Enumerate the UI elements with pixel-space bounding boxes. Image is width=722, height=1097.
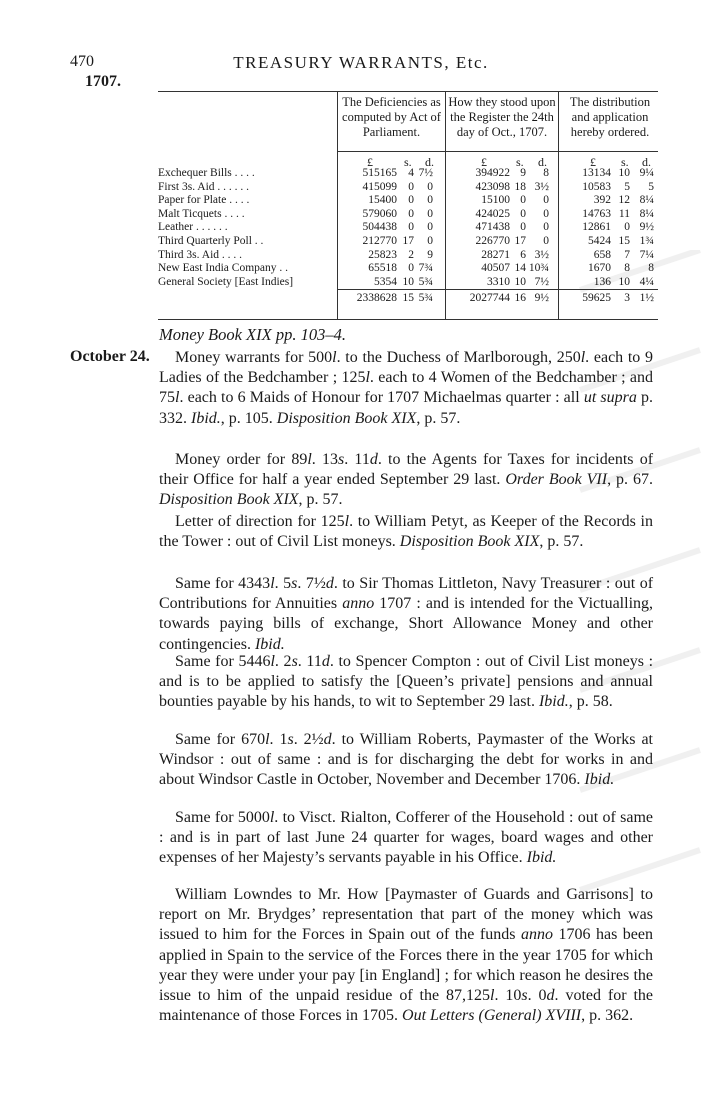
pence-cell: 5¾ bbox=[418, 292, 433, 304]
shillings-cell: 0 bbox=[408, 221, 414, 234]
row-label: General Society [East Indies] bbox=[158, 275, 294, 288]
pounds-cell: 40507 bbox=[481, 262, 510, 275]
pence-cell: 1½ bbox=[639, 292, 654, 304]
shillings-cell: 17 bbox=[514, 235, 526, 247]
pence-cell: 8¼ bbox=[639, 194, 654, 207]
pence-cell: 0 bbox=[543, 194, 549, 207]
pounds-cell: 14763 bbox=[582, 207, 611, 220]
pounds-cell: 424025 bbox=[475, 207, 510, 220]
pence-cell: 7½ bbox=[418, 167, 433, 179]
row-label: Exchequer Bills . . . . bbox=[158, 167, 255, 179]
pounds-cell: 579060 bbox=[362, 207, 397, 220]
shillings-cell: 18 bbox=[514, 180, 526, 193]
pence-cell: 9 bbox=[427, 248, 433, 261]
pounds-cell: 3310 bbox=[487, 275, 510, 288]
pounds-cell: 12861 bbox=[582, 221, 611, 234]
shillings-cell: 10 bbox=[402, 275, 414, 288]
shillings-cell: 11 bbox=[618, 207, 630, 220]
shillings-cell: 4 bbox=[408, 167, 414, 179]
pounds-cell: 25823 bbox=[368, 248, 397, 261]
pounds-cell: 13134 bbox=[582, 167, 611, 179]
pence-cell: 0 bbox=[427, 180, 433, 193]
entry-paragraph: Money warrants for 500l. to the Duchess of Marlborough, 250l. each to 9 Ladies of the Bedchamber ; 125l. each to 4 Women of the Bedchamber ; and 75l. each to 6 Maids of Honour for 1707 Michaelmas quarter : all ut supra p. 332. Ibid., p. 105. Disposition Book XIX, p. 57. bbox=[159, 349, 653, 427]
pence-cell: 10¾ bbox=[528, 262, 549, 275]
shillings-cell: 10 bbox=[514, 275, 526, 288]
running-year: 1707. bbox=[85, 73, 121, 90]
pounds-cell: 136 bbox=[593, 275, 611, 288]
shillings-cell: 10 bbox=[618, 167, 630, 179]
shillings-cell: 10 bbox=[618, 275, 630, 288]
shillings-cell: 7 bbox=[624, 248, 630, 261]
shillings-cell: 0 bbox=[408, 194, 414, 207]
table-bottom-rule bbox=[158, 319, 658, 320]
unit-shillings: s. bbox=[404, 155, 412, 169]
column-heading-distribution: The distribution and application hereby ordered. bbox=[569, 95, 651, 139]
shillings-cell: 14 bbox=[514, 262, 526, 275]
entry-paragraph: William Lowndes to Mr. How [Paymaster of Guards and Garrisons] to report on Mr. Brydges’ representation that part of the money which was issued to him for the Forces in Spain out of the funds anno 1706 has been applied in Spain to the service of the Forces there in the year 1705 for which year they were under your pay [in England] ; for which reason he desires the issue to him of the unpaid residue of the 87,125l. 10s. 0d. voted for the maintenance of those Forces in 1705. Out Letters (General) XVIII, p. 362. bbox=[159, 886, 654, 1025]
entry-paragraph: Same for 5446l. 2s. 11d. to Spencer Compton : out of Civil List moneys : and is to be applied to satisfy the [Queen’s private] pensions and annual bounties payable by his hands, to wit to September 29 last. Ibid., p. 58. bbox=[159, 653, 654, 711]
column-heading-register: How they stood upon the Register the 24th day of Oct., 1707. bbox=[448, 95, 556, 139]
pence-cell: 1¾ bbox=[639, 235, 654, 247]
pounds-cell: 59625 bbox=[582, 292, 611, 304]
pence-cell: 5 bbox=[648, 180, 654, 193]
pence-cell: 3½ bbox=[534, 248, 549, 261]
shillings-cell: 0 bbox=[520, 194, 526, 207]
pence-cell: 5¾ bbox=[418, 275, 433, 288]
unit-pence: d. bbox=[425, 155, 434, 169]
table-caption: Money Book XIX pp. 103–4. bbox=[159, 325, 346, 344]
shillings-cell: 3 bbox=[624, 292, 630, 304]
pounds-cell: 394922 bbox=[475, 167, 510, 179]
pounds-cell: 65518 bbox=[368, 262, 397, 275]
pence-cell: 0 bbox=[427, 194, 433, 207]
unit-pence: d. bbox=[538, 155, 547, 169]
entry-paragraph: Money order for 89l. 13s. 11d. to the Agents for Taxes for incidents of their Office for half a year ended September 29 last. Order Book VII, p. 67. Disposition Book XIX, p. 57. bbox=[159, 451, 654, 509]
pounds-cell: 2338628 bbox=[356, 292, 397, 304]
table-sum-rule bbox=[337, 289, 658, 290]
unit-pounds: £ bbox=[481, 155, 487, 169]
table-head-rule bbox=[337, 151, 658, 152]
pounds-cell: 15100 bbox=[481, 194, 510, 207]
pence-cell: 0 bbox=[543, 221, 549, 234]
shillings-cell: 15 bbox=[618, 235, 630, 247]
shillings-cell: 0 bbox=[520, 207, 526, 220]
pounds-cell: 504438 bbox=[362, 221, 397, 234]
pounds-cell: 28271 bbox=[481, 248, 510, 261]
row-label: Malt Ticquets . . . . bbox=[158, 207, 245, 220]
pence-cell: 3½ bbox=[534, 180, 549, 193]
pence-cell: 7¼ bbox=[639, 248, 654, 261]
pence-cell: 0 bbox=[427, 207, 433, 220]
shillings-cell: 12 bbox=[618, 194, 630, 207]
entry-paragraph: Same for 5000l. to Visct. Rialton, Cofferer of the Household : out of same : and is in part of last June 24 quarter for wages, board wages and other expenses of her Majesty’s servants payable in his Office. Ibid. bbox=[159, 809, 653, 867]
shillings-cell: 9 bbox=[520, 167, 526, 179]
pounds-cell: 212770 bbox=[362, 235, 397, 247]
pence-cell: 7½ bbox=[534, 275, 549, 288]
pounds-cell: 5354 bbox=[374, 275, 397, 288]
shillings-cell: 5 bbox=[624, 180, 630, 193]
shillings-cell: 0 bbox=[520, 221, 526, 234]
pence-cell: 8 bbox=[648, 262, 654, 275]
entry-paragraph: Same for 670l. 1s. 2½d. to William Roberts, Paymaster of the Works at Windsor : out of same : and is for discharging the debt for works in and about Windsor Castle in October, November and December 1706. Ibid. bbox=[159, 731, 654, 789]
pounds-cell: 658 bbox=[593, 248, 611, 261]
pence-cell: 8 bbox=[543, 167, 549, 179]
pounds-cell: 423098 bbox=[475, 180, 510, 193]
unit-pence: d. bbox=[642, 155, 651, 169]
pence-cell: 8¼ bbox=[639, 207, 654, 220]
shillings-cell: 0 bbox=[408, 207, 414, 220]
column-heading-deficiencies: The Deficiencies as computed by Act of Parliament. bbox=[342, 95, 441, 139]
pounds-cell: 471438 bbox=[475, 221, 510, 234]
shillings-cell: 6 bbox=[520, 248, 526, 261]
pence-cell: 9¼ bbox=[639, 167, 654, 179]
unit-shillings: s. bbox=[516, 155, 524, 169]
row-label: Leather . . . . . . bbox=[158, 221, 228, 234]
pounds-cell: 5424 bbox=[588, 235, 611, 247]
unit-pounds: £ bbox=[367, 155, 373, 169]
shillings-cell: 8 bbox=[624, 262, 630, 275]
pence-cell: 0 bbox=[543, 207, 549, 220]
table-divider-2 bbox=[445, 91, 446, 319]
row-label: Third Quarterly Poll . . bbox=[158, 235, 264, 247]
shillings-cell: 16 bbox=[514, 292, 526, 304]
shillings-cell: 0 bbox=[408, 180, 414, 193]
page-title: TREASURY WARRANTS, Etc. bbox=[233, 53, 489, 72]
pence-cell: 4¼ bbox=[639, 275, 654, 288]
unit-shillings: s. bbox=[621, 155, 629, 169]
row-label: Third 3s. Aid . . . . bbox=[158, 248, 243, 261]
pounds-cell: 1670 bbox=[588, 262, 611, 275]
shillings-cell: 17 bbox=[402, 235, 414, 247]
entry-paragraph: Same for 4343l. 5s. 7½d. to Sir Thomas Littleton, Navy Treasurer : out of Contributions for Annuities anno 1707 : and is intended for the Victualling, towards paying bills of exchange, Short Allowance Money and other contingencies. Ibid. bbox=[159, 575, 654, 653]
pence-cell: 7¾ bbox=[418, 262, 433, 275]
pence-cell: 0 bbox=[543, 235, 549, 247]
shillings-cell: 2 bbox=[408, 248, 414, 261]
pounds-cell: 10583 bbox=[582, 180, 611, 193]
row-label: Paper for Plate . . . . bbox=[158, 194, 250, 207]
shillings-cell: 15 bbox=[402, 292, 414, 304]
table-top-rule bbox=[158, 91, 658, 92]
pounds-cell: 226770 bbox=[475, 235, 510, 247]
pence-cell: 9½ bbox=[534, 292, 549, 304]
entry-paragraph: Letter of direction for 125l. to William Petyt, as Keeper of the Records in the Tower : out of Civil List moneys. Disposition Book XIX, p. 57. bbox=[159, 513, 654, 551]
pounds-cell: 392 bbox=[593, 194, 611, 207]
shillings-cell: 0 bbox=[408, 262, 414, 275]
pounds-cell: 15400 bbox=[368, 194, 397, 207]
row-label: New East India Company . . bbox=[158, 262, 288, 275]
pence-cell: 0 bbox=[427, 221, 433, 234]
margin-date: October 24. bbox=[70, 348, 150, 365]
row-label: First 3s. Aid . . . . . . bbox=[158, 180, 250, 193]
pence-cell: 0 bbox=[427, 235, 433, 247]
pounds-cell: 515165 bbox=[362, 167, 397, 179]
pounds-cell: 2027744 bbox=[469, 292, 510, 304]
shillings-cell: 0 bbox=[624, 221, 630, 234]
unit-pounds: £ bbox=[590, 155, 596, 169]
pounds-cell: 415099 bbox=[362, 180, 397, 193]
pence-cell: 9½ bbox=[639, 221, 654, 234]
page-number: 470 bbox=[70, 53, 94, 70]
